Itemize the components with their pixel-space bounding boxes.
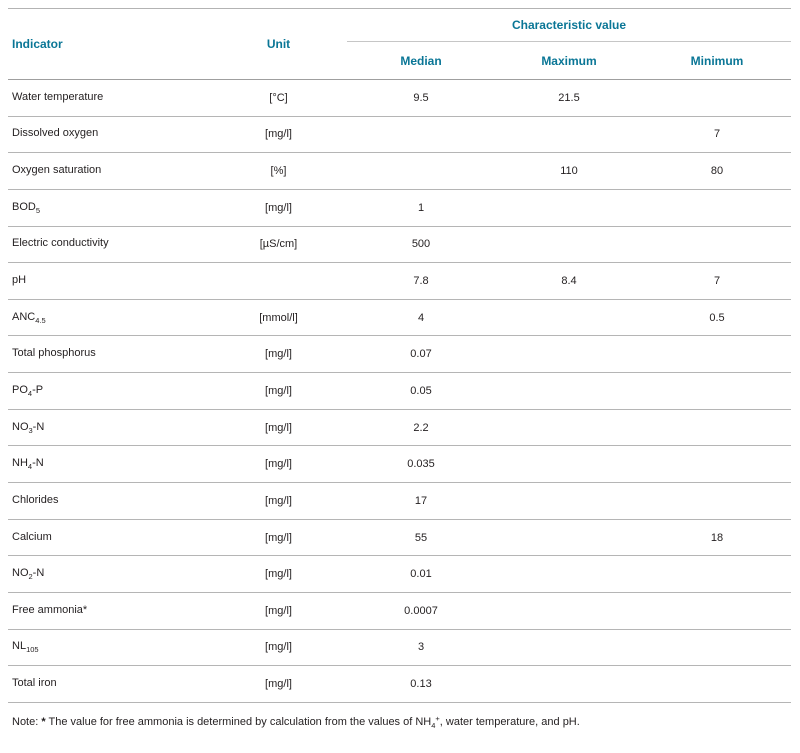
header-row-group	[8, 9, 791, 42]
indicator-sub: 4	[27, 388, 33, 398]
indicator-cell	[8, 189, 210, 226]
indicator-main: NH	[12, 457, 28, 470]
indicator-main: BOD	[12, 200, 36, 213]
table-row	[8, 666, 791, 703]
indicator-main: Total phosphorus	[12, 347, 96, 360]
table-body	[8, 80, 791, 703]
table-row	[8, 153, 791, 190]
minimum-cell	[643, 409, 791, 446]
indicator-main: NO	[12, 567, 29, 580]
indicator-suffix: -N	[32, 457, 44, 470]
unit-cell: [mg/l]	[210, 336, 347, 373]
indicator-cell	[8, 263, 210, 300]
col-header-median: Median	[347, 42, 495, 80]
indicator-suffix: -N	[32, 567, 45, 580]
col-header-indicator: Indicator	[8, 9, 210, 80]
minimum-cell	[643, 629, 791, 666]
footnote-asterisk: *	[41, 715, 46, 728]
table-row	[8, 556, 791, 593]
table-row	[8, 189, 791, 226]
maximum-cell	[495, 189, 643, 226]
unit-cell: [mg/l]	[210, 446, 347, 483]
table-row	[8, 226, 791, 263]
indicator-cell	[8, 446, 210, 483]
indicator-cell	[8, 556, 210, 593]
table-header	[8, 9, 791, 80]
median-cell: 0.01	[347, 556, 495, 593]
minimum-cell: 0.5	[643, 299, 791, 336]
median-cell: 1	[347, 189, 495, 226]
unit-cell: [%]	[210, 153, 347, 190]
footnote	[8, 714, 792, 730]
median-cell: 0.13	[347, 666, 495, 703]
median-cell: 0.0007	[347, 592, 495, 629]
maximum-cell	[495, 336, 643, 373]
minimum-cell	[643, 373, 791, 410]
median-cell	[347, 153, 495, 190]
minimum-cell	[643, 666, 791, 703]
maximum-cell	[495, 483, 643, 520]
footnote-formula-superscript: +	[435, 713, 440, 723]
indicator-cell	[8, 336, 210, 373]
minimum-cell: 7	[643, 116, 791, 153]
maximum-cell	[495, 409, 643, 446]
indicator-main: Water temperature	[12, 90, 104, 103]
unit-cell: [°C]	[210, 80, 347, 117]
indicator-cell	[8, 629, 210, 666]
maximum-cell	[495, 299, 643, 336]
table-row	[8, 409, 791, 446]
minimum-cell: 18	[643, 519, 791, 556]
indicator-suffix: -N	[32, 420, 45, 433]
indicator-cell	[8, 153, 210, 190]
maximum-cell	[495, 226, 643, 263]
table-row	[8, 263, 791, 300]
indicator-cell	[8, 80, 210, 117]
indicator-cell	[8, 409, 210, 446]
unit-cell: [mg/l]	[210, 666, 347, 703]
maximum-cell	[495, 592, 643, 629]
maximum-cell	[495, 116, 643, 153]
table-row	[8, 373, 791, 410]
indicator-sub: 2	[28, 572, 33, 582]
maximum-cell	[495, 519, 643, 556]
median-cell: 3	[347, 629, 495, 666]
minimum-cell	[643, 592, 791, 629]
minimum-cell	[643, 556, 791, 593]
indicator-cell	[8, 592, 210, 629]
median-cell: 7.8	[347, 263, 495, 300]
table-row	[8, 592, 791, 629]
indicator-cell	[8, 299, 210, 336]
table-row	[8, 519, 791, 556]
indicator-main: Chlorides	[12, 493, 59, 506]
maximum-cell	[495, 373, 643, 410]
unit-cell: [µS/cm]	[210, 226, 347, 263]
indicator-main: Dissolved oxygen	[12, 127, 99, 140]
unit-cell: [mg/l]	[210, 629, 347, 666]
indicator-sub: 5	[35, 205, 41, 215]
col-header-maximum: Maximum	[495, 42, 643, 80]
footnote-formula-subscript: 4	[431, 720, 436, 730]
indicator-cell	[8, 116, 210, 153]
col-group-header-characteristic-value: Characteristic value	[347, 9, 791, 42]
indicator-cell	[8, 226, 210, 263]
minimum-cell	[643, 336, 791, 373]
table-row	[8, 483, 791, 520]
median-cell: 0.035	[347, 446, 495, 483]
minimum-cell	[643, 189, 791, 226]
indicator-main: pH	[12, 274, 27, 287]
footnote-text-after-formula: , water temperature, and pH.	[439, 715, 580, 728]
maximum-cell: 21.5	[495, 80, 643, 117]
maximum-cell: 110	[495, 153, 643, 190]
indicator-suffix: -P	[32, 383, 44, 396]
median-cell: 9.5	[347, 80, 495, 117]
median-cell: 4	[347, 299, 495, 336]
indicator-main: NO	[12, 420, 29, 433]
table-row	[8, 116, 791, 153]
indicator-main: Total iron	[12, 677, 57, 690]
footnote-text-before-formula: The value for free ammonia is determined by calculation from the values of NH	[45, 715, 432, 728]
median-cell: 2.2	[347, 409, 495, 446]
median-cell: 55	[347, 519, 495, 556]
maximum-cell	[495, 629, 643, 666]
maximum-cell: 8.4	[495, 263, 643, 300]
minimum-cell: 80	[643, 153, 791, 190]
table-row	[8, 80, 791, 117]
indicator-main: Calcium	[12, 530, 52, 543]
maximum-cell	[495, 666, 643, 703]
indicator-main: ANC	[12, 310, 36, 323]
median-cell	[347, 116, 495, 153]
unit-cell: [mg/l]	[210, 373, 347, 410]
indicator-cell	[8, 483, 210, 520]
indicator-cell	[8, 373, 210, 410]
indicator-sub: 4	[27, 462, 33, 472]
median-cell: 500	[347, 226, 495, 263]
table-row	[8, 629, 791, 666]
unit-cell: [mg/l]	[210, 409, 347, 446]
unit-cell: [mg/l]	[210, 519, 347, 556]
table-row	[8, 336, 791, 373]
indicator-sub: 4.5	[35, 315, 46, 325]
indicator-cell	[8, 519, 210, 556]
minimum-cell	[643, 483, 791, 520]
unit-cell: [mmol/l]	[210, 299, 347, 336]
col-header-unit: Unit	[210, 9, 347, 80]
unit-cell: [mg/l]	[210, 483, 347, 520]
unit-cell	[210, 263, 347, 300]
minimum-cell: 7	[643, 263, 791, 300]
minimum-cell	[643, 226, 791, 263]
minimum-cell	[643, 446, 791, 483]
indicator-main: NL	[12, 640, 27, 653]
water-quality-table-container	[8, 8, 792, 730]
indicator-main: Electric conductivity	[12, 237, 109, 250]
unit-cell: [mg/l]	[210, 556, 347, 593]
unit-cell: [mg/l]	[210, 116, 347, 153]
indicator-main: Oxygen saturation	[12, 164, 102, 177]
minimum-cell	[643, 80, 791, 117]
table-row	[8, 299, 791, 336]
indicator-sub: 3	[28, 425, 33, 435]
maximum-cell	[495, 446, 643, 483]
unit-cell: [mg/l]	[210, 592, 347, 629]
indicator-cell	[8, 666, 210, 703]
table-row	[8, 446, 791, 483]
col-header-minimum: Minimum	[643, 42, 791, 80]
indicator-main: Free ammonia*	[12, 603, 88, 616]
footnote-prefix: Note:	[12, 715, 42, 728]
water-quality-table	[8, 8, 791, 703]
median-cell: 17	[347, 483, 495, 520]
indicator-main: PO	[12, 383, 28, 396]
maximum-cell	[495, 556, 643, 593]
median-cell: 0.07	[347, 336, 495, 373]
unit-cell: [mg/l]	[210, 189, 347, 226]
median-cell: 0.05	[347, 373, 495, 410]
indicator-sub: 105	[26, 645, 39, 655]
